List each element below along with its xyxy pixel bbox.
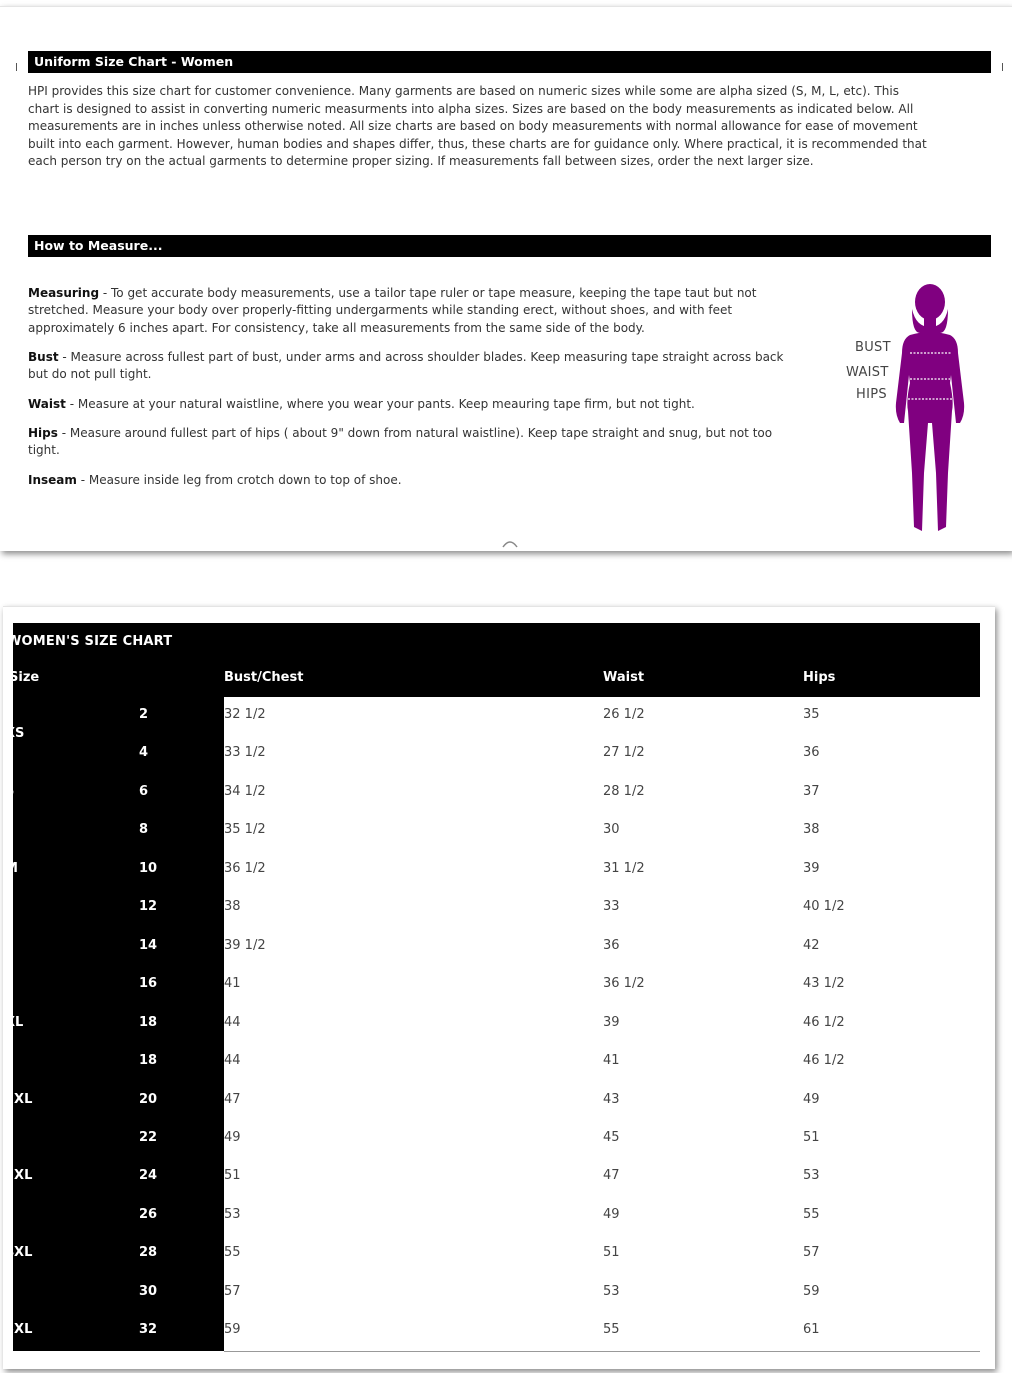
body-measurement-figure xyxy=(840,283,980,539)
hips-text: - Measure around fullest part of hips ( about 9" down from natural waistline). Keep tape straight and snug, but not too xyxy=(57,426,773,440)
hips-cell: 46 1/2 xyxy=(803,1053,845,1068)
size-number-cell: 30 xyxy=(139,1284,158,1299)
size-number-cell: 22 xyxy=(139,1130,158,1145)
bust-cell: 57 xyxy=(224,1284,241,1299)
hips-cell: 38 xyxy=(803,822,820,837)
size-number-cell: 18 xyxy=(139,1015,158,1030)
intro-line: each person try on the actual garments to determine proper sizing. If measurements fall between sizes, order the next larger size. xyxy=(28,154,814,169)
waist-cell: 26 1/2 xyxy=(603,707,645,722)
bust-cell: 53 xyxy=(224,1207,241,1222)
hips-cell: 36 xyxy=(803,745,820,760)
waist-cell: 45 xyxy=(603,1130,620,1145)
hips-paragraph xyxy=(28,425,843,460)
hips-cell: 51 xyxy=(803,1130,820,1145)
intro-line: measurements are in inches unless otherwise noted. All size charts are based on body measurements with normal allowance for ease of movement xyxy=(28,119,918,134)
size-chart-title xyxy=(7,623,980,661)
size-number-cell: 6 xyxy=(139,784,149,799)
bust-text: but do not pull tight. xyxy=(28,367,152,382)
waist-cell: 28 1/2 xyxy=(603,784,645,799)
bust-paragraph xyxy=(28,349,843,384)
size-number-cell: 24 xyxy=(139,1168,158,1183)
bust-text: - Measure across fullest part of bust, under arms and across shoulder blades. Keep measuring tape straight across back xyxy=(58,350,784,364)
waist-text: - Measure at your natural waistline, where you wear your pants. Keep meauring tape firm, but not tight. xyxy=(65,397,695,411)
table-bottom-border xyxy=(224,1351,980,1352)
bust-column-header: Bust/Chest xyxy=(224,670,304,685)
bust-cell: 35 1/2 xyxy=(224,822,266,837)
bust-cell: 59 xyxy=(224,1322,241,1337)
hips-cell: 42 xyxy=(803,938,820,953)
size-number-cell: 14 xyxy=(139,938,158,953)
waist-cell: 36 1/2 xyxy=(603,976,645,991)
size-number-cell: 12 xyxy=(139,899,158,914)
size-number-cell: 8 xyxy=(139,822,149,837)
intro-line: built into each garment. However, human bodies and shapes differ, thus, these charts are for guidance only. Where practical, it is recommended that xyxy=(28,136,927,151)
measuring-text: stretched. Measure your body over properly-fitting undergarments while standing erect, without shoes, and with feet xyxy=(28,303,733,318)
hips-cell: 53 xyxy=(803,1168,820,1183)
waist-term: Waist xyxy=(28,397,66,411)
alpha-size-label: 3XL xyxy=(5,1168,33,1183)
hips-label: HIPS xyxy=(856,387,887,402)
bust-term: Bust xyxy=(28,350,59,364)
alpha-size-label: L xyxy=(5,938,14,953)
alpha-size-label: S xyxy=(5,784,15,799)
bust-cell: 41 xyxy=(224,976,241,991)
waist-cell: 27 1/2 xyxy=(603,745,645,760)
intro-line: HPI provides this size chart for customer convenience. Many garments are based on numeric sizes while some are alpha sized (S, M, L, etc). This xyxy=(28,84,899,98)
size-column xyxy=(13,697,224,1351)
waist-cell: 36 xyxy=(603,938,620,953)
hips-cell: 49 xyxy=(803,1092,820,1107)
size-number-cell: 2 xyxy=(139,707,149,722)
hips-cell: 37 xyxy=(803,784,820,799)
waist-cell: 41 xyxy=(603,1053,620,1068)
scroll-indicator-icon xyxy=(500,537,520,549)
size-number-cell: 28 xyxy=(139,1245,158,1260)
waist-cell: 33 xyxy=(603,899,620,914)
uniform-size-chart-header: Uniform Size Chart - Women xyxy=(28,51,991,73)
hips-cell: 61 xyxy=(803,1322,820,1337)
size-column-header: Size xyxy=(9,670,40,685)
intro-line: chart is designed to assist in converting numeric measurments into alpha sizes. Sizes are based on the body measurements as indicated below. All xyxy=(28,101,914,116)
hips-cell: 40 1/2 xyxy=(803,899,845,914)
bust-cell: 36 1/2 xyxy=(224,861,266,876)
hips-text: tight. xyxy=(28,443,60,458)
alpha-size-label: 4XL xyxy=(5,1245,33,1260)
hips-cell: 57 xyxy=(803,1245,820,1260)
waist-cell: 31 1/2 xyxy=(603,861,645,876)
hips-cell: 43 1/2 xyxy=(803,976,845,991)
alpha-size-label: M xyxy=(5,861,18,876)
hips-term: Hips xyxy=(28,426,58,440)
bust-cell: 55 xyxy=(224,1245,241,1260)
bust-cell: 49 xyxy=(224,1130,241,1145)
size-number-cell: 4 xyxy=(139,745,149,760)
measuring-text: - To get accurate body measurements, use a tailor tape ruler or tape measure, keeping the tape taut but not xyxy=(99,286,757,300)
waist-cell: 39 xyxy=(603,1015,620,1030)
hips-cell: 35 xyxy=(803,707,820,722)
hips-cell: 39 xyxy=(803,861,820,876)
waist-cell: 43 xyxy=(603,1092,620,1107)
waist-cell: 51 xyxy=(603,1245,620,1260)
bust-cell: 32 1/2 xyxy=(224,707,266,722)
bust-cell: 33 1/2 xyxy=(224,745,266,760)
bust-cell: 44 xyxy=(224,1053,241,1068)
hips-column-header: Hips xyxy=(803,670,836,685)
waist-cell: 55 xyxy=(603,1322,620,1337)
waist-label: WAIST xyxy=(846,365,889,380)
bust-cell: 51 xyxy=(224,1168,241,1183)
edge-tick xyxy=(16,63,17,71)
size-number-cell: 16 xyxy=(139,976,158,991)
table-header-row xyxy=(9,661,980,697)
uniform-info-panel xyxy=(0,6,1012,551)
bust-cell: 39 1/2 xyxy=(224,938,266,953)
waist-cell: 53 xyxy=(603,1284,620,1299)
alpha-size-label: 2XL xyxy=(5,1092,33,1107)
size-number-cell: 10 xyxy=(139,861,158,876)
waist-column-header: Waist xyxy=(603,670,645,685)
measuring-term: Measuring xyxy=(28,286,100,300)
hips-cell: 59 xyxy=(803,1284,820,1299)
inseam-term: Inseam xyxy=(28,473,77,487)
bust-cell: 38 xyxy=(224,899,241,914)
bust-label: BUST xyxy=(855,340,891,355)
hips-cell: 46 1/2 xyxy=(803,1015,845,1030)
inseam-paragraph xyxy=(28,472,843,489)
woman-silhouette-icon xyxy=(840,283,980,539)
size-chart-panel xyxy=(3,606,995,1369)
size-chart-title-text: WOMEN'S SIZE CHART xyxy=(7,634,173,649)
alpha-size-label: XS xyxy=(5,726,25,741)
waist-cell: 47 xyxy=(603,1168,620,1183)
bust-cell: 34 1/2 xyxy=(224,784,266,799)
alpha-size-label: 5XL xyxy=(5,1322,33,1337)
waist-cell: 49 xyxy=(603,1207,620,1222)
size-number-cell: 18 xyxy=(139,1053,158,1068)
alpha-size-label: XL xyxy=(5,1015,24,1030)
measuring-paragraph xyxy=(28,285,843,337)
bust-cell: 47 xyxy=(224,1092,241,1107)
how-to-measure-header: How to Measure... xyxy=(28,235,991,257)
waist-cell: 30 xyxy=(603,822,620,837)
inseam-text: - Measure inside leg from crotch down to top of shoe. xyxy=(76,473,402,487)
hips-cell: 55 xyxy=(803,1207,820,1222)
intro-paragraph xyxy=(28,83,994,171)
waist-paragraph xyxy=(28,396,843,413)
size-number-cell: 32 xyxy=(139,1322,158,1337)
edge-tick xyxy=(1002,63,1003,71)
size-number-cell: 20 xyxy=(139,1092,158,1107)
size-number-cell: 26 xyxy=(139,1207,158,1222)
bust-cell: 44 xyxy=(224,1015,241,1030)
measuring-text: approximately 6 inches apart. For consistency, take all measurements from the same side of the body. xyxy=(28,320,645,335)
